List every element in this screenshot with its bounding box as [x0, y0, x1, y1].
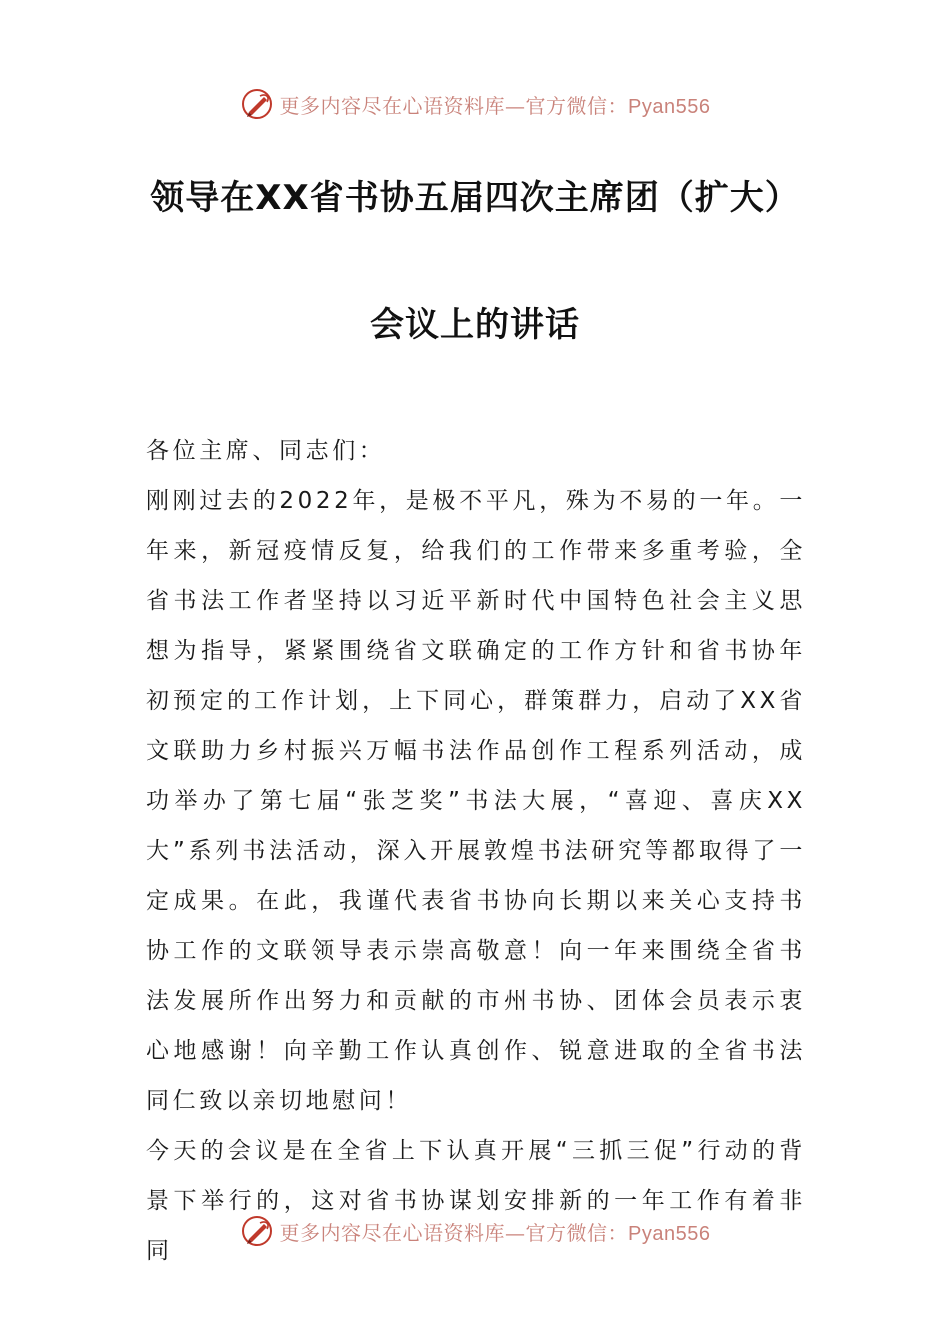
pen-logo-icon — [240, 87, 274, 121]
watermark-text: 更多内容尽在心语资料库—官方微信：Pyan556 — [279, 1220, 711, 1245]
paragraph: 刚刚过去的2022年，是极不平凡，殊为不易的一年。一年来，新冠疫情反复，给我们的工作带来多重考验，全省书法工作者坚持以习近平新时代中国特色社会主义思想为指导，紧紧围绕省文联确定的工作方针和省书协年初预定的工作计划，上下同心，群策群力，启动了XX省文联助力乡村振兴万幅书法作品创作工程系列活动，成功举办了第七届“张芝奖”书法大展，“喜迎、喜庆XX大”系列书法活动，深入开展敦煌书法研究等都取得了一定成果。在此，我谨代表省书协向长期以来关心支持书协工作的文联领导表示崇高敬意！向一年来围绕全省书法发展所作出努力和贡献的市州书协、团体会员表示衷心地感谢！向辛勤工作认真创作、锐意进取的全省书法同仁致以亲切地慰问！ — [146, 488, 806, 1114]
watermark-text: 更多内容尽在心语资料库—官方微信：Pyan556 — [279, 93, 711, 118]
document-body — [146, 426, 806, 1276]
watermark-footer — [0, 1209, 950, 1253]
pen-logo-icon — [240, 1214, 274, 1248]
watermark-header — [0, 82, 950, 126]
paragraph: 今天的会议是在全省上下认真开展“三抓三促”行动的背景下举行的，这对省书协谋划安排新的一年工作有着非同 — [146, 1138, 806, 1264]
document-title-line2: 会议上的讲话 — [370, 305, 580, 345]
document-title-line1: 领导在XX省书协五届四次主席团（扩大） — [150, 178, 800, 218]
salutation: 各位主席、同志们： — [146, 438, 386, 464]
